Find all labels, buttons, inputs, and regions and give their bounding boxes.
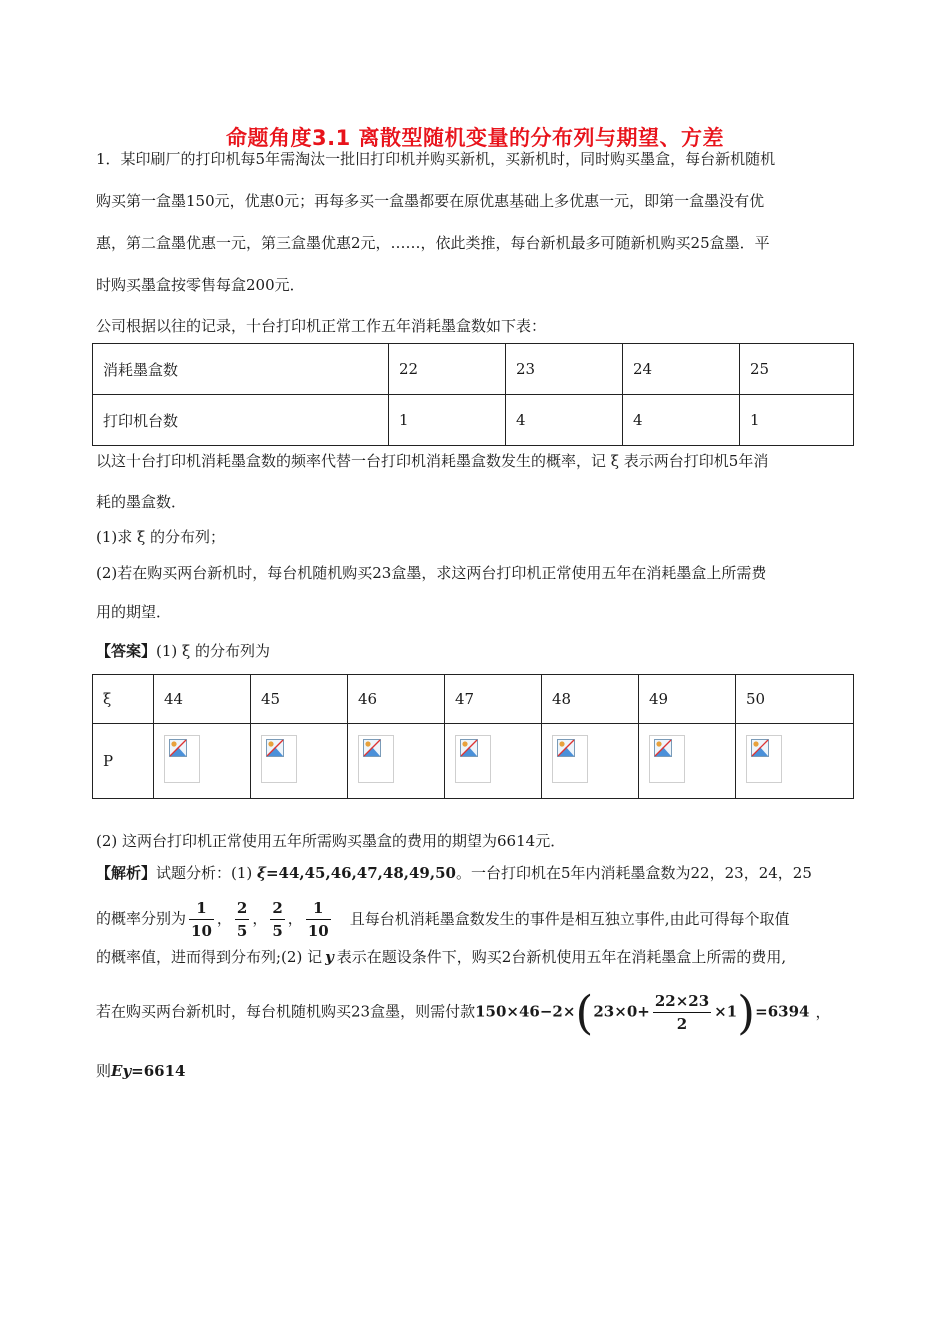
expression: ×1	[714, 1002, 738, 1021]
table-cell: 消耗墨盒数	[93, 344, 389, 395]
table-cell: 48	[542, 675, 639, 724]
xi-symbol: ξ	[257, 864, 266, 882]
table-cell: 23	[506, 344, 623, 395]
fraction	[653, 990, 711, 1035]
table-cell	[251, 724, 348, 799]
broken-image-icon	[164, 735, 200, 783]
table-row	[93, 344, 854, 395]
problem-text	[96, 138, 866, 348]
answer2-line: (2) 这两台打印机正常使用五年所需购买墨盒的费用的期望为6614元．	[96, 832, 566, 850]
xi-values: =44,45,46,47,48,49,50	[265, 864, 456, 882]
question-text	[96, 440, 866, 630]
expression: 150×46−2×	[475, 1002, 576, 1021]
expectation-value: =6614	[131, 1062, 186, 1080]
table-cell: 4	[506, 395, 623, 446]
fraction-denominator: 2	[676, 1015, 688, 1033]
fraction-numerator: 2	[270, 897, 284, 920]
broken-image-icon	[552, 735, 588, 783]
table-cell: 4	[623, 395, 740, 446]
answer-line	[96, 640, 270, 661]
table-cell: 44	[154, 675, 251, 724]
analysis-line-2	[96, 897, 789, 942]
fraction-denominator: 10	[191, 922, 212, 940]
fraction-denominator: 5	[236, 922, 248, 940]
analysis-text: 若在购买两台新机时，每台机随机购买23盒墨，则需付款	[96, 1002, 476, 1021]
table-cell	[736, 724, 854, 799]
fraction	[235, 897, 249, 942]
separator: ，	[252, 909, 268, 928]
table-cell: 45	[251, 675, 348, 724]
analysis-label: 【解析】	[96, 864, 157, 882]
broken-image-icon	[261, 735, 297, 783]
expression: 23×0+	[593, 1002, 650, 1021]
fraction-denominator: 10	[307, 922, 329, 940]
problem-line: 1．某印刷厂的打印机每5年需淘汰一批旧打印机并购买新机，买新机时，同时购买墨盒，每台新机随机	[96, 150, 776, 168]
answer-label: 【答案】	[96, 642, 157, 660]
table-cell: 22	[389, 344, 506, 395]
problem-line: 公司根据以往的记录，十台打印机正常工作五年消耗墨盒数如下表：	[96, 317, 547, 335]
fraction-numerator: 22×23	[653, 990, 711, 1013]
table-cell	[445, 724, 542, 799]
fraction	[189, 897, 214, 942]
question-line: 耗的墨盒数．	[96, 493, 187, 511]
table-cell	[154, 724, 251, 799]
table-row	[93, 675, 854, 724]
distribution-table	[92, 674, 854, 799]
broken-image-icon	[455, 735, 491, 783]
table-cell: 打印机台数	[93, 395, 389, 446]
consumption-table	[92, 343, 854, 446]
table-row	[93, 724, 854, 799]
table-cell: 49	[639, 675, 736, 724]
question-line: (1)求 ξ 的分布列；	[96, 528, 226, 546]
question-line: 用的期望．	[96, 603, 172, 621]
table-cell: 50	[736, 675, 854, 724]
fraction-numerator: 1	[306, 897, 331, 920]
analysis-line-1	[96, 862, 812, 883]
problem-line: 购买第一盒墨150元，优惠0元；再每多买一盒墨都要在原优惠基础上多优惠一元，即第一盒墨没有优	[96, 192, 765, 210]
table-cell: ξ	[93, 675, 154, 724]
problem-line: 时购买墨盒按零售每盒200元．	[96, 276, 305, 294]
table-row	[93, 395, 854, 446]
table-cell	[639, 724, 736, 799]
broken-image-icon	[649, 735, 685, 783]
table-cell: P	[93, 724, 154, 799]
expression-result: =6394	[755, 1002, 810, 1021]
paren-left-icon: (	[575, 985, 594, 1040]
broken-image-icon	[358, 735, 394, 783]
table-cell: 1	[740, 395, 854, 446]
broken-image-icon	[746, 735, 782, 783]
analysis-text: 的概率值，进而得到分布列;(2) 记	[96, 948, 323, 966]
separator: ，	[287, 909, 303, 928]
question-line: 以这十台打印机消耗墨盒数的频率代替一台打印机消耗墨盒数发生的概率，记 ξ 表示两台打印机5年消	[96, 452, 769, 470]
expectation-symbol: Ey	[111, 1062, 132, 1080]
analysis-line-5	[96, 1060, 186, 1081]
analysis-line-3	[96, 946, 786, 967]
analysis-line-4	[96, 985, 831, 1040]
analysis-text: 则	[96, 1062, 112, 1080]
table-cell: 25	[740, 344, 854, 395]
page-title: 命题角度3.1 离散型随机变量的分布列与期望、方差	[225, 126, 724, 150]
table-cell: 47	[445, 675, 542, 724]
analysis-text: 表示在题设条件下，购买2台新机使用五年在消耗墨盒上所需的费用,	[336, 948, 787, 966]
table-cell: 1	[389, 395, 506, 446]
fraction-numerator: 2	[235, 897, 249, 920]
paren-right-icon: )	[737, 985, 756, 1040]
fraction	[306, 897, 331, 942]
fraction	[270, 897, 284, 942]
table-cell: 24	[623, 344, 740, 395]
y-symbol: y	[325, 948, 334, 966]
separator: ，	[216, 909, 232, 928]
analysis-text: 。一台打印机在5年内消耗墨盒数为22，23，24，25	[455, 864, 812, 882]
problem-line: 惠，第二盒墨优惠一元，第三盒墨优惠2元，……，依此类推，每台新机最多可随新机购买25盒墨．平	[96, 234, 770, 252]
answer-text: (1) ξ 的分布列为	[156, 642, 271, 660]
analysis-intro: 试题分析：(1)	[156, 864, 258, 882]
analysis-text: 的概率分别为	[96, 909, 187, 928]
analysis-text: ，	[815, 1002, 831, 1021]
question-line: (2)若在购买两台新机时，每台机随机购买23盒墨，求这两台打印机正常使用五年在消耗墨盒上所需费	[96, 564, 767, 582]
table-cell: 46	[348, 675, 445, 724]
fraction-denominator: 5	[272, 922, 283, 940]
fraction-numerator: 1	[189, 897, 214, 920]
table-cell	[348, 724, 445, 799]
analysis-text: 且每台机消耗墨盒数发生的事件是相互独立事件,由此可得每个取值	[349, 909, 790, 928]
table-cell	[542, 724, 639, 799]
